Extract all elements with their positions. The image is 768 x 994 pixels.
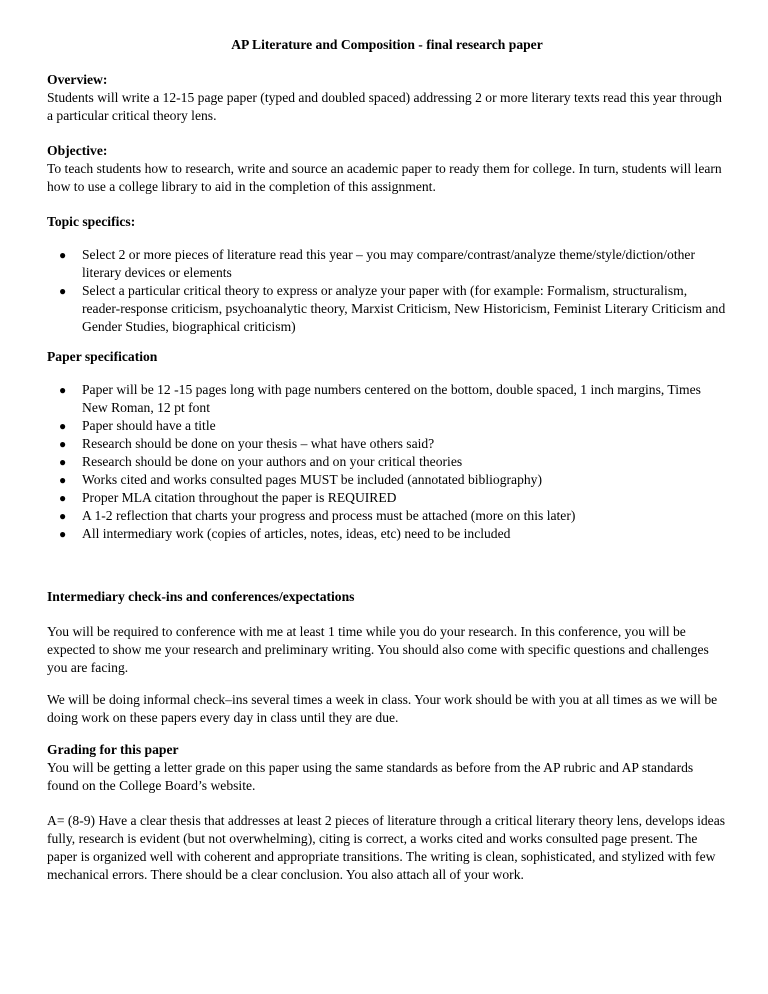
document-page [47,36,727,884]
list-item [59,471,727,489]
bullet-icon: ● [59,509,67,523]
list-item [59,246,727,282]
checkins-heading: Intermediary check-ins and conferences/expectations [47,589,355,604]
bullet-icon: ● [59,284,67,298]
list-item [59,507,727,525]
bullet-icon: ● [59,455,67,469]
list-item [59,417,727,435]
bullet-icon: ● [59,527,67,541]
checkins-paragraph: You will be required to conference with me at least 1 time while you do your research. In this conference, you will be expected to show me your research and preliminary writing. You should also come with specific questions and challenges you are facing. [47,624,709,675]
list-item [59,381,727,417]
list-item-text: Research should be done on your authors and on your critical theories [82,454,463,469]
list-item [59,489,727,507]
topic-specifics-section [47,213,727,336]
checkins-section [47,588,727,727]
paper-specification-list [47,381,727,543]
topic-specifics-list [47,246,727,336]
objective-heading: Objective: [47,143,108,158]
list-item-text: A 1-2 reflection that charts your progress and process must be attached (more on this later) [82,508,576,523]
list-item [59,282,727,336]
overview-text: Students will write a 12-15 page paper (typed and doubled spaced) addressing 2 or more literary texts read this year through a particular critical theory lens. [47,90,722,123]
grading-heading: Grading for this paper [47,742,179,757]
bullet-icon: ● [59,419,67,433]
overview-heading: Overview: [47,72,108,87]
list-item [59,525,727,543]
list-item-text: Research should be done on your thesis – what have others said? [82,436,435,451]
bullet-icon: ● [59,383,67,397]
paper-specification-heading: Paper specification [47,349,158,364]
list-item-text: Proper MLA citation throughout the paper is REQUIRED [82,490,397,505]
bullet-icon: ● [59,491,67,505]
list-item-text: Works cited and works consulted pages MUST be included (annotated bibliography) [82,472,542,487]
grading-a-criteria: A= (8-9) Have a clear thesis that addresses at least 2 pieces of literature through a critical literary theory lens, develops ideas fully, research is evident (but not overwhelming), citing is correct, a works cited and works consulted page present. The paper is organized well with coherent and appropriate transitions. The writing is clean, sophisticated, and stylized with few mechanical errors. There should be a clear conclusion. You also attach all of your work. [47,813,726,882]
grading-text: You will be getting a letter grade on this paper using the same standards as before from the AP rubric and AP standards found on the College Board’s website. [47,760,694,793]
objective-text: To teach students how to research, write and source an academic paper to ready them for college. In turn, students will learn how to use a college library to aid in the completion of this assignment. [47,161,722,194]
bullet-icon: ● [59,248,67,262]
list-item-text: Select a particular critical theory to express or analyze your paper with (for example: Formalism, structuralism, reader-response criticism, psychoanalytic theory, Marxist Criticism, New Historicism, Feminist Literary Criticism and Gender Studies, biographical criticism) [82,283,726,334]
topic-specifics-heading: Topic specifics: [47,214,136,229]
document-title: AP Literature and Composition - final research paper [231,37,543,52]
bullet-icon: ● [59,473,67,487]
overview-section [47,71,727,125]
bullet-icon: ● [59,437,67,451]
objective-section [47,142,727,196]
paper-specification-section [47,348,727,543]
list-item-text: All intermediary work (copies of articles, notes, ideas, etc) need to be included [82,526,511,541]
list-item [59,453,727,471]
checkins-paragraph: We will be doing informal check–ins several times a week in class. Your work should be with you at all times as we will be doing work on these papers every day in class until they are due. [47,692,718,725]
list-item-text: Paper should have a title [82,418,216,433]
grading-section [47,741,727,884]
list-item [59,435,727,453]
list-item-text: Select 2 or more pieces of literature read this year – you may compare/contrast/analyze theme/style/diction/other literary devices or elements [82,247,695,280]
list-item-text: Paper will be 12 -15 pages long with page numbers centered on the bottom, double spaced, 1 inch margins, Times New Roman, 12 pt font [82,382,701,415]
